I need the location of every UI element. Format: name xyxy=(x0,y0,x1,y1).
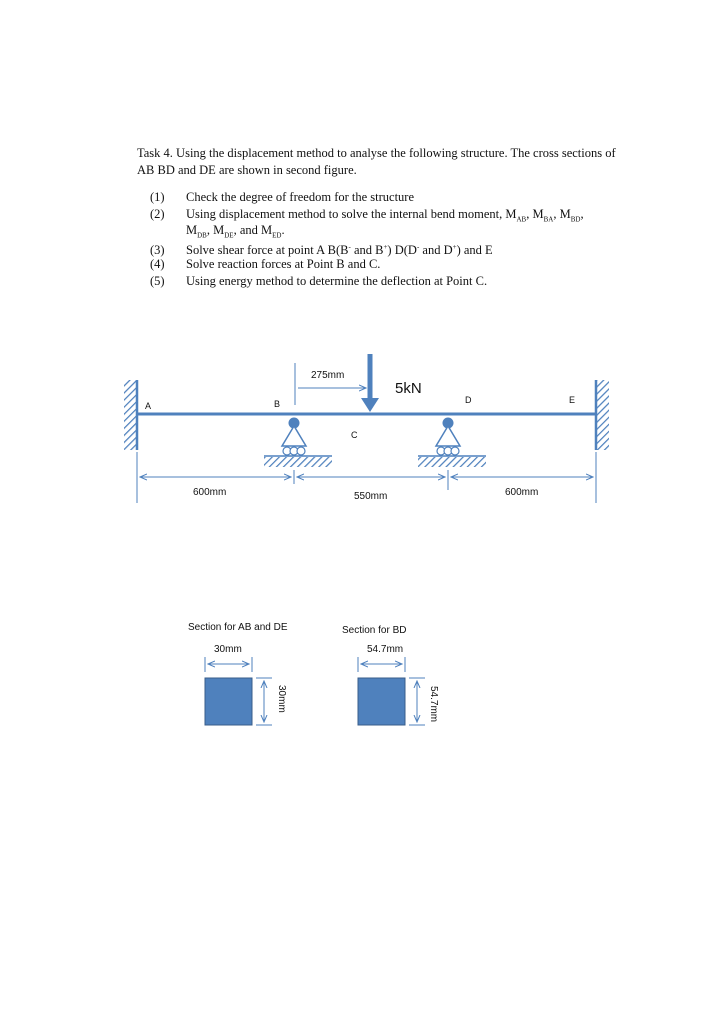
dim-550-label: 550mm xyxy=(354,491,388,502)
section-ab-de-square xyxy=(205,678,252,725)
point-d: D xyxy=(465,395,472,405)
question-3: (3) Solve shear force at point A B(B- and B+) D(D- and D+) and E xyxy=(150,243,493,258)
section-bd-height: 54.7mm xyxy=(428,686,439,723)
question-1: (1) Check the degree of freedom for the structure xyxy=(150,190,415,204)
fixed-support-right xyxy=(597,380,609,450)
section-ab-de-width: 30mm xyxy=(214,644,242,655)
roller-support-b xyxy=(264,418,332,468)
section-ab-de-title: Section for AB and DE xyxy=(188,622,288,633)
dim-275-label: 275mm xyxy=(311,370,345,381)
question-2: (2) Using displacement method to solve the internal bend moment, $M_{AB}$, $M_{BA}$, $M_{BD}$, xyxy=(150,207,584,224)
section-bd-title: Section for BD xyxy=(342,625,407,636)
dim-600-left-label: 600mm xyxy=(193,487,227,498)
point-b: B xyxy=(274,399,281,409)
point-a: A xyxy=(145,401,152,411)
roller-support-d xyxy=(418,418,486,468)
point-c: C xyxy=(351,430,358,440)
load-label: 5kN xyxy=(395,380,422,397)
question-2-continued: $M_{DB}$, $M_{DE}$, and $M_{ED}$. xyxy=(186,223,285,240)
task-intro: Task 4. Using the displacement method to analyse the following structure. The cross sections of AB BD and DE are shown in second figure. xyxy=(137,146,616,177)
section-ab-de-height: 30mm xyxy=(276,685,287,713)
fixed-support-left xyxy=(124,380,136,450)
question-5: (5) Using energy method to determine the deflection at Point C. xyxy=(150,274,488,288)
dim-600-right-label: 600mm xyxy=(505,487,539,498)
section-bd-square xyxy=(358,678,405,725)
section-bd-width: 54.7mm xyxy=(367,644,404,655)
point-e: E xyxy=(569,395,576,405)
question-4: (4) Solve reaction forces at Point B and C. xyxy=(150,257,381,271)
point-load-arrow xyxy=(361,354,379,412)
